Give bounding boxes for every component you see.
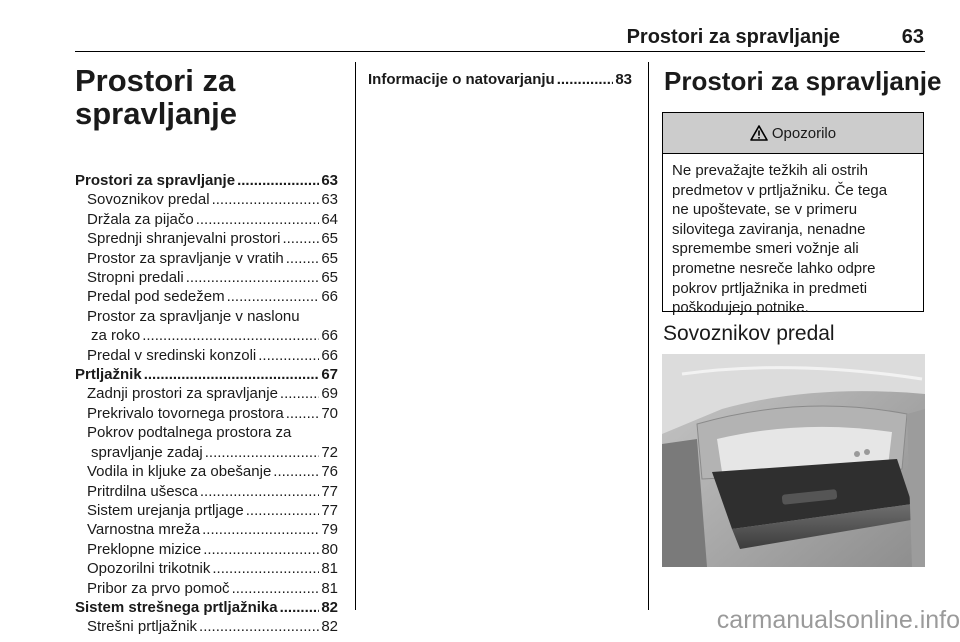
toc-leader-dots [258,346,319,365]
toc-leader-dots [273,462,319,481]
toc-entry-page: 65 [321,249,338,267]
toc-leader-dots [142,326,319,345]
toc-entry[interactable] [75,346,338,365]
toc-entry-label: Pritrdilna ušesca [87,482,198,500]
toc-leader-dots [203,540,319,559]
toc-entry-label: Stropni predali [87,269,184,287]
toc-entry-label: Sistem strešnega prtljažnika [75,598,278,616]
column-divider-1 [355,62,356,610]
toc-entry-label: Varnostna mreža [87,521,201,539]
toc-leader-dots [557,70,614,89]
toc-entry-label-cont: spravljanje zadaj [91,443,203,461]
toc-entry-label: Informacije o natovarjanju [368,71,555,88]
toc-leader-dots [280,598,320,617]
toc-leader-dots [237,171,319,190]
chapter-title-line-1: Prostori za [75,63,236,98]
toc-entry-page: 72 [321,443,338,461]
warning-line: prometne nesreče lahko odpre [672,259,876,277]
warning-text [663,154,923,318]
toc-entry-page: 66 [321,288,338,306]
toc-leader-dots [232,579,320,598]
warning-line: silovitega zaviranja, nenadne [672,220,866,238]
toc-entry-label: Prostor za spravljanje v vratih [87,249,284,267]
toc-entry-label: Držala za pijačo [87,210,194,228]
toc-entry-page: 77 [321,501,338,519]
toc-entry-page: 65 [321,269,338,287]
toc-leader-dots [196,210,320,229]
subsection-title: Sovoznikov predal [663,322,835,345]
toc-leader-dots [200,482,319,501]
toc-entry[interactable] [75,559,338,578]
toc-entry[interactable] [75,365,338,384]
warning-header [663,113,923,154]
table-of-contents [75,171,338,637]
watermark: carmanualsonline.info [716,606,960,634]
table-of-contents-continued [368,70,632,89]
warning-triangle-icon [750,125,768,141]
toc-entry[interactable] [75,384,338,403]
toc-entry[interactable] [75,617,338,636]
toc-entry-page: 65 [321,230,338,248]
toc-entry[interactable] [75,579,338,598]
toc-leader-dots [227,287,320,306]
toc-entry-page: 66 [321,327,338,345]
toc-entry[interactable] [75,171,338,190]
warning-line: ne upoštevate, se v primeru [672,201,858,219]
toc-entry-page: 82 [321,598,338,616]
toc-entry-label: Sovoznikov predal [87,191,210,209]
toc-entry-label: Prtljažnik [75,366,142,384]
toc-leader-dots [282,229,319,248]
glovebox-photo [662,354,925,567]
toc-entry[interactable] [75,210,338,229]
header-rule [75,51,925,52]
page-number: 63 [901,26,924,48]
toc-entry-page: 81 [321,579,338,597]
toc-entry-label-cont: za roko [91,327,141,345]
toc-entry[interactable] [75,326,338,345]
warning-line: pokrov prtljažnika in predmeti [672,279,868,297]
column-divider-2 [648,62,649,610]
toc-entry-page: 76 [321,463,338,481]
toc-entry[interactable] [75,268,338,287]
toc-entry-page: 66 [321,346,338,364]
toc-leader-dots [205,443,320,462]
toc-entry[interactable] [75,540,338,559]
warning-line: predmetov v prtljažniku. Če tega [672,181,888,199]
toc-entry[interactable] [75,190,338,209]
toc-entry[interactable] [75,229,338,248]
toc-entry[interactable] [75,482,338,501]
toc-entry-label: Strešni prtljažnik [87,618,198,636]
toc-leader-dots [212,190,320,209]
section-title: Prostori za spravljanje [664,66,942,96]
toc-leader-dots [144,365,320,384]
toc-entry-page: 81 [321,560,338,578]
toc-entry-label: Zadnji prostori za spravljanje [87,385,278,403]
toc-entry-label: Sprednji shranjevalni prostori [87,230,281,248]
toc-entry-page: 70 [321,404,338,422]
toc-entry-label: Preklopne mizice [87,540,202,558]
toc-entry-page: 63 [321,191,338,209]
toc-entry-page: 83 [615,71,632,88]
warning-line: poškodujejo potnike. [672,299,809,317]
toc-entry-page: 80 [321,540,338,558]
toc-leader-dots [280,384,319,403]
toc-entry[interactable] [75,501,338,520]
toc-entry-page: 69 [321,385,338,403]
toc-entry-page: 67 [321,366,338,384]
toc-entry-page: 77 [321,482,338,500]
toc-entry-label: Opozorilni trikotnik [87,560,211,578]
toc-leader-dots [286,249,320,268]
toc-leader-dots [246,501,320,520]
toc-entry-label[interactable]: Prostor za spravljanje v naslonu [87,307,300,325]
toc-entry[interactable] [75,443,338,462]
toc-entry-label[interactable]: Pokrov podtalnega prostora za [87,424,292,442]
running-header-title: Prostori za spravljanje [626,26,840,48]
warning-box [662,112,924,317]
toc-entry-page: 64 [321,210,338,228]
toc-entry-page: 79 [321,521,338,539]
toc-leader-dots [202,520,319,539]
warning-line: Ne prevažajte težkih ali ostrih [672,162,868,179]
toc-entry[interactable] [75,249,338,268]
toc-leader-dots [286,404,320,423]
toc-entry-label: Sistem urejanja prtljage [87,501,244,519]
chapter-title-line-2: spravljanje [75,96,237,131]
warning-line: spremembe smeri vožnje ali [672,240,859,258]
toc-leader-dots [199,617,319,636]
toc-entry-page: 63 [321,172,338,189]
toc-entry-label: Predal v sredinski konzoli [87,346,257,364]
toc-entry-label: Vodila in kljuke za obešanje [87,463,272,481]
toc-entry[interactable] [75,598,338,617]
chapter-title [75,64,345,130]
warning-heading: Opozorilo [771,124,837,142]
toc-entry[interactable] [75,520,338,539]
toc-entry[interactable] [75,404,338,423]
toc-entry-label: Predal pod sedežem [87,288,225,306]
toc-leader-dots [186,268,320,287]
toc-entry-label: Prostori za spravljanje [75,172,236,189]
toc-entry[interactable] [75,287,338,306]
toc-entry-label: Pribor za prvo pomoč [87,579,230,597]
toc-entry[interactable] [368,70,632,89]
toc-entry[interactable] [75,462,338,481]
toc-entry-page: 82 [321,618,338,636]
toc-leader-dots [212,559,319,578]
toc-entry-label: Prekrivalo tovornega prostora [87,404,284,422]
